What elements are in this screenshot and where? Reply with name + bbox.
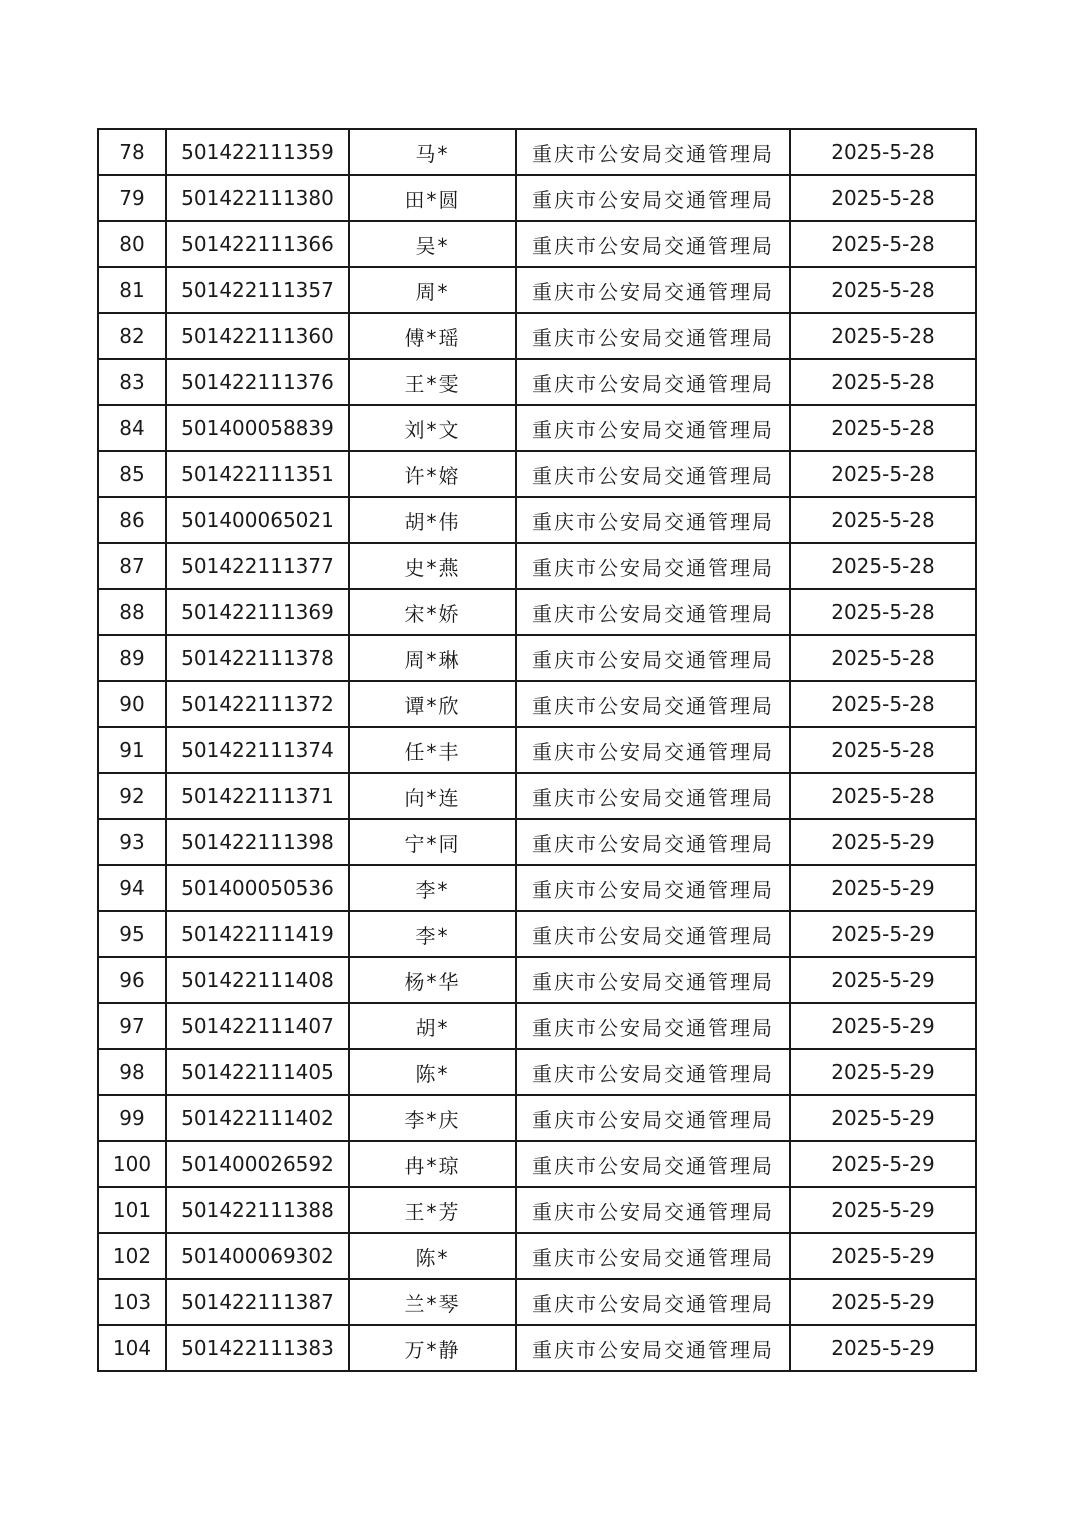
department-cell: 重庆市公安局交通管理局 xyxy=(516,313,790,359)
name-cell: 宁*同 xyxy=(349,819,516,865)
department-cell: 重庆市公安局交通管理局 xyxy=(516,267,790,313)
date-cell: 2025-5-28 xyxy=(790,773,976,819)
code-cell: 501400058839 xyxy=(166,405,349,451)
code-cell: 501422111419 xyxy=(166,911,349,957)
department-cell: 重庆市公安局交通管理局 xyxy=(516,957,790,1003)
table-row xyxy=(98,221,976,267)
table-row xyxy=(98,405,976,451)
department-cell: 重庆市公安局交通管理局 xyxy=(516,451,790,497)
code-cell: 501422111369 xyxy=(166,589,349,635)
row-number-cell: 103 xyxy=(98,1279,166,1325)
row-number-cell: 95 xyxy=(98,911,166,957)
department-cell: 重庆市公安局交通管理局 xyxy=(516,681,790,727)
name-cell: 宋*娇 xyxy=(349,589,516,635)
date-cell: 2025-5-28 xyxy=(790,543,976,589)
table-row xyxy=(98,1325,976,1371)
date-cell: 2025-5-28 xyxy=(790,313,976,359)
table-row xyxy=(98,681,976,727)
department-cell: 重庆市公安局交通管理局 xyxy=(516,1141,790,1187)
table-row xyxy=(98,1233,976,1279)
row-number-cell: 101 xyxy=(98,1187,166,1233)
date-cell: 2025-5-28 xyxy=(790,359,976,405)
table-row xyxy=(98,129,976,175)
date-cell: 2025-5-29 xyxy=(790,1095,976,1141)
date-cell: 2025-5-29 xyxy=(790,1325,976,1371)
code-cell: 501422111405 xyxy=(166,1049,349,1095)
name-cell: 田*圆 xyxy=(349,175,516,221)
row-number-cell: 92 xyxy=(98,773,166,819)
row-number-cell: 78 xyxy=(98,129,166,175)
date-cell: 2025-5-29 xyxy=(790,1003,976,1049)
table-row xyxy=(98,359,976,405)
code-cell: 501422111383 xyxy=(166,1325,349,1371)
row-number-cell: 98 xyxy=(98,1049,166,1095)
date-cell: 2025-5-29 xyxy=(790,865,976,911)
date-cell: 2025-5-29 xyxy=(790,1049,976,1095)
date-cell: 2025-5-29 xyxy=(790,1187,976,1233)
code-cell: 501422111387 xyxy=(166,1279,349,1325)
row-number-cell: 99 xyxy=(98,1095,166,1141)
name-cell: 李*庆 xyxy=(349,1095,516,1141)
row-number-cell: 81 xyxy=(98,267,166,313)
department-cell: 重庆市公安局交通管理局 xyxy=(516,1187,790,1233)
code-cell: 501422111398 xyxy=(166,819,349,865)
table-row xyxy=(98,773,976,819)
code-cell: 501400069302 xyxy=(166,1233,349,1279)
row-number-cell: 96 xyxy=(98,957,166,1003)
table-row xyxy=(98,1187,976,1233)
code-cell: 501422111408 xyxy=(166,957,349,1003)
name-cell: 万*静 xyxy=(349,1325,516,1371)
date-cell: 2025-5-28 xyxy=(790,497,976,543)
date-cell: 2025-5-28 xyxy=(790,727,976,773)
table-row xyxy=(98,175,976,221)
row-number-cell: 83 xyxy=(98,359,166,405)
row-number-cell: 91 xyxy=(98,727,166,773)
department-cell: 重庆市公安局交通管理局 xyxy=(516,911,790,957)
name-cell: 任*丰 xyxy=(349,727,516,773)
name-cell: 周* xyxy=(349,267,516,313)
code-cell: 501422111357 xyxy=(166,267,349,313)
department-cell: 重庆市公安局交通管理局 xyxy=(516,865,790,911)
name-cell: 史*燕 xyxy=(349,543,516,589)
name-cell: 李* xyxy=(349,911,516,957)
date-cell: 2025-5-29 xyxy=(790,1141,976,1187)
name-cell: 许*嫆 xyxy=(349,451,516,497)
department-cell: 重庆市公安局交通管理局 xyxy=(516,129,790,175)
name-cell: 刘*文 xyxy=(349,405,516,451)
name-cell: 胡* xyxy=(349,1003,516,1049)
date-cell: 2025-5-29 xyxy=(790,911,976,957)
row-number-cell: 102 xyxy=(98,1233,166,1279)
row-number-cell: 84 xyxy=(98,405,166,451)
date-cell: 2025-5-28 xyxy=(790,681,976,727)
table-row xyxy=(98,543,976,589)
date-cell: 2025-5-28 xyxy=(790,405,976,451)
row-number-cell: 94 xyxy=(98,865,166,911)
row-number-cell: 104 xyxy=(98,1325,166,1371)
date-cell: 2025-5-28 xyxy=(790,267,976,313)
table-row xyxy=(98,267,976,313)
code-cell: 501422111372 xyxy=(166,681,349,727)
code-cell: 501422111402 xyxy=(166,1095,349,1141)
records-table xyxy=(97,128,977,1372)
table-row xyxy=(98,819,976,865)
table-row xyxy=(98,635,976,681)
name-cell: 周*琳 xyxy=(349,635,516,681)
code-cell: 501422111374 xyxy=(166,727,349,773)
row-number-cell: 97 xyxy=(98,1003,166,1049)
code-cell: 501400065021 xyxy=(166,497,349,543)
row-number-cell: 87 xyxy=(98,543,166,589)
table-row xyxy=(98,451,976,497)
department-cell: 重庆市公安局交通管理局 xyxy=(516,1003,790,1049)
row-number-cell: 93 xyxy=(98,819,166,865)
date-cell: 2025-5-28 xyxy=(790,451,976,497)
name-cell: 胡*伟 xyxy=(349,497,516,543)
name-cell: 陈* xyxy=(349,1049,516,1095)
code-cell: 501422111377 xyxy=(166,543,349,589)
name-cell: 吴* xyxy=(349,221,516,267)
department-cell: 重庆市公安局交通管理局 xyxy=(516,221,790,267)
name-cell: 马* xyxy=(349,129,516,175)
date-cell: 2025-5-29 xyxy=(790,819,976,865)
code-cell: 501422111407 xyxy=(166,1003,349,1049)
table-row xyxy=(98,1095,976,1141)
department-cell: 重庆市公安局交通管理局 xyxy=(516,819,790,865)
department-cell: 重庆市公安局交通管理局 xyxy=(516,727,790,773)
name-cell: 向*连 xyxy=(349,773,516,819)
code-cell: 501422111351 xyxy=(166,451,349,497)
department-cell: 重庆市公安局交通管理局 xyxy=(516,1233,790,1279)
table-row xyxy=(98,589,976,635)
code-cell: 501422111376 xyxy=(166,359,349,405)
row-number-cell: 90 xyxy=(98,681,166,727)
department-cell: 重庆市公安局交通管理局 xyxy=(516,1279,790,1325)
date-cell: 2025-5-28 xyxy=(790,635,976,681)
name-cell: 傅*瑶 xyxy=(349,313,516,359)
table-row xyxy=(98,1003,976,1049)
name-cell: 兰*琴 xyxy=(349,1279,516,1325)
code-cell: 501422111388 xyxy=(166,1187,349,1233)
date-cell: 2025-5-28 xyxy=(790,589,976,635)
row-number-cell: 85 xyxy=(98,451,166,497)
name-cell: 王*芳 xyxy=(349,1187,516,1233)
code-cell: 501400050536 xyxy=(166,865,349,911)
code-cell: 501400026592 xyxy=(166,1141,349,1187)
table-row xyxy=(98,1279,976,1325)
row-number-cell: 80 xyxy=(98,221,166,267)
date-cell: 2025-5-28 xyxy=(790,129,976,175)
table-row xyxy=(98,497,976,543)
table-row xyxy=(98,1141,976,1187)
name-cell: 杨*华 xyxy=(349,957,516,1003)
date-cell: 2025-5-29 xyxy=(790,957,976,1003)
name-cell: 陈* xyxy=(349,1233,516,1279)
department-cell: 重庆市公安局交通管理局 xyxy=(516,773,790,819)
date-cell: 2025-5-28 xyxy=(790,175,976,221)
code-cell: 501422111360 xyxy=(166,313,349,359)
table-row xyxy=(98,313,976,359)
row-number-cell: 86 xyxy=(98,497,166,543)
department-cell: 重庆市公安局交通管理局 xyxy=(516,635,790,681)
table-row xyxy=(98,727,976,773)
table-row xyxy=(98,1049,976,1095)
date-cell: 2025-5-29 xyxy=(790,1279,976,1325)
name-cell: 冉*琼 xyxy=(349,1141,516,1187)
code-cell: 501422111371 xyxy=(166,773,349,819)
name-cell: 谭*欣 xyxy=(349,681,516,727)
department-cell: 重庆市公安局交通管理局 xyxy=(516,589,790,635)
code-cell: 501422111378 xyxy=(166,635,349,681)
row-number-cell: 88 xyxy=(98,589,166,635)
department-cell: 重庆市公安局交通管理局 xyxy=(516,1049,790,1095)
row-number-cell: 79 xyxy=(98,175,166,221)
row-number-cell: 89 xyxy=(98,635,166,681)
department-cell: 重庆市公安局交通管理局 xyxy=(516,543,790,589)
table-row xyxy=(98,911,976,957)
table-row xyxy=(98,957,976,1003)
department-cell: 重庆市公安局交通管理局 xyxy=(516,497,790,543)
department-cell: 重庆市公安局交通管理局 xyxy=(516,359,790,405)
code-cell: 501422111366 xyxy=(166,221,349,267)
department-cell: 重庆市公安局交通管理局 xyxy=(516,405,790,451)
code-cell: 501422111359 xyxy=(166,129,349,175)
name-cell: 李* xyxy=(349,865,516,911)
records-table-body xyxy=(98,129,976,1371)
name-cell: 王*雯 xyxy=(349,359,516,405)
table-row xyxy=(98,865,976,911)
row-number-cell: 82 xyxy=(98,313,166,359)
department-cell: 重庆市公安局交通管理局 xyxy=(516,1095,790,1141)
department-cell: 重庆市公安局交通管理局 xyxy=(516,175,790,221)
row-number-cell: 100 xyxy=(98,1141,166,1187)
date-cell: 2025-5-29 xyxy=(790,1233,976,1279)
date-cell: 2025-5-28 xyxy=(790,221,976,267)
code-cell: 501422111380 xyxy=(166,175,349,221)
department-cell: 重庆市公安局交通管理局 xyxy=(516,1325,790,1371)
